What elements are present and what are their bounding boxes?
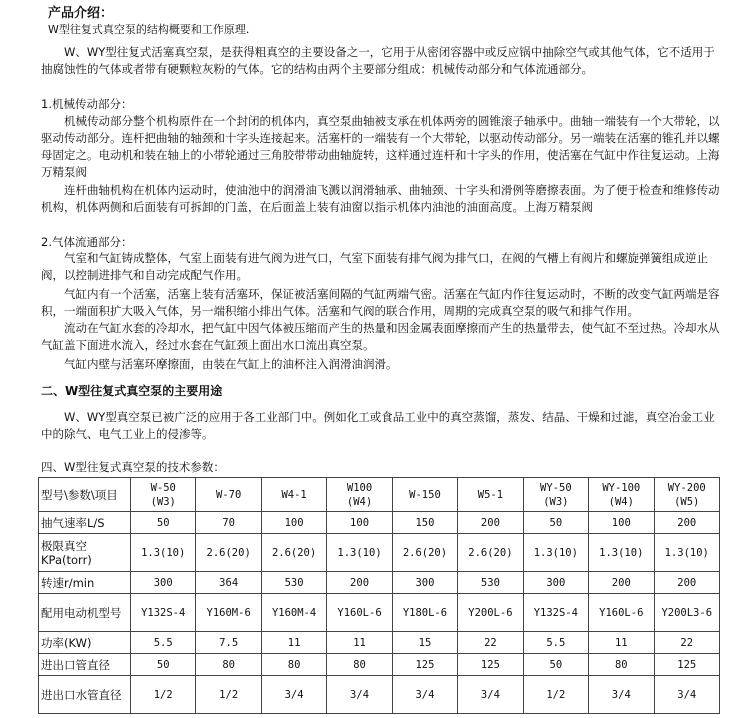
spec-model-header bbox=[392, 478, 457, 512]
spec-row-label: 进出口水管直径 bbox=[39, 676, 131, 714]
spec-heading: 四、W型往复式真空泵的技术参数： bbox=[41, 460, 225, 474]
page-title: 产品介绍： bbox=[48, 6, 114, 21]
spec-table bbox=[38, 477, 720, 714]
spec-cell: 3/4 bbox=[392, 676, 457, 714]
spec-cell: 200 bbox=[654, 572, 720, 594]
spec-cell: 364 bbox=[196, 572, 261, 594]
spec-cell: 530 bbox=[261, 572, 326, 594]
spec-cell: 1.3(10) bbox=[327, 534, 392, 572]
spec-cell: Y200L3-6 bbox=[654, 594, 720, 632]
spec-cell: 2.6(20) bbox=[458, 534, 523, 572]
spec-cell: 1.3(10) bbox=[654, 534, 720, 572]
spec-model-name: W-150 bbox=[409, 488, 441, 501]
spec-cell: 5.5 bbox=[131, 632, 196, 654]
spec-cell: 1/2 bbox=[523, 676, 588, 714]
gas-paragraph-1: 气室和气缸铸成整体，气室上面装有进气阀为进气口，气室下面装有排气阀为排气口，在阀的气槽上有阀片和螺旋弹簧组成逆止阀，以控制进排气和自动完成配气作用。 bbox=[41, 251, 708, 282]
spec-cell: 200 bbox=[654, 512, 720, 534]
spec-cell: 1.3(10) bbox=[523, 534, 588, 572]
spec-cell: 11 bbox=[327, 632, 392, 654]
spec-cell: 22 bbox=[654, 632, 720, 654]
spec-row-label: 配用电动机型号 bbox=[39, 594, 131, 632]
spec-cell: Y160M-4 bbox=[261, 594, 326, 632]
spec-row bbox=[39, 594, 720, 632]
spec-cell: 3/4 bbox=[327, 676, 392, 714]
spec-cell: Y160L-6 bbox=[327, 594, 392, 632]
spec-model-header bbox=[654, 478, 720, 512]
spec-model-alias: (W3) bbox=[543, 495, 569, 508]
spec-model-header bbox=[261, 478, 326, 512]
gas-paragraph-3: 流动在气缸水套的冷却水，把气缸中因气体被压缩而产生的热量和因金属表面摩擦而产生的热量带去，使气缸不至过热。冷却水从气缸盖下面进水流入，经过水套在气缸颈上面出水口流出真空泵。 bbox=[41, 321, 720, 352]
spec-model-name: W4-1 bbox=[281, 488, 307, 501]
spec-model-name: WY-100 bbox=[602, 481, 641, 494]
spec-cell: Y160L-6 bbox=[589, 594, 654, 632]
spec-cell: 300 bbox=[392, 572, 457, 594]
spec-row bbox=[39, 676, 720, 714]
usage-heading: 二、W型往复式真空泵的主要用途 bbox=[41, 384, 223, 398]
spec-cell: 50 bbox=[131, 654, 196, 676]
spec-cell: 300 bbox=[131, 572, 196, 594]
spec-cell: 50 bbox=[523, 512, 588, 534]
spec-cell: 80 bbox=[589, 654, 654, 676]
spec-header-label: 型号\参数\项目 bbox=[39, 478, 131, 512]
spec-row bbox=[39, 632, 720, 654]
spec-row-label: 转速r/min bbox=[39, 572, 131, 594]
spec-model-header bbox=[523, 478, 588, 512]
spec-row-label: 进出口管直径 bbox=[39, 654, 131, 676]
spec-cell: 100 bbox=[589, 512, 654, 534]
gas-paragraph-2: 气缸内有一个活塞，活塞上装有活塞环，保证被活塞间隔的气缸两端气密。活塞在气缸内作往复运动时，不断的改变气缸两端是容积，一端面积扩大吸入气体，另一端积缩小排出气体。活塞和气阀的联合作用，周期的完成真空泵的吸气和排气作用。 bbox=[41, 287, 720, 318]
spec-model-alias: (W3) bbox=[150, 495, 176, 508]
spec-cell: 150 bbox=[392, 512, 457, 534]
spec-cell: 2.6(20) bbox=[392, 534, 457, 572]
spec-model-header bbox=[131, 478, 196, 512]
spec-cell: 200 bbox=[589, 572, 654, 594]
gas-paragraph-4: 气缸内壁与活塞环摩擦面，由装在气缸上的油杯注入润滑油润滑。 bbox=[64, 357, 398, 371]
spec-cell: 80 bbox=[327, 654, 392, 676]
spec-cell: 3/4 bbox=[261, 676, 326, 714]
spec-cell: 125 bbox=[392, 654, 457, 676]
spec-cell: 11 bbox=[261, 632, 326, 654]
spec-cell: Y132S-4 bbox=[523, 594, 588, 632]
spec-model-name: W100 bbox=[346, 481, 373, 494]
spec-row bbox=[39, 654, 720, 676]
spec-cell: Y200L-6 bbox=[458, 594, 523, 632]
spec-cell: 80 bbox=[196, 654, 261, 676]
spec-cell: 200 bbox=[327, 572, 392, 594]
spec-cell: 70 bbox=[196, 512, 261, 534]
spec-model-header bbox=[458, 478, 523, 512]
spec-cell: 530 bbox=[458, 572, 523, 594]
spec-cell: 1/2 bbox=[196, 676, 261, 714]
spec-row bbox=[39, 534, 720, 572]
spec-model-name: WY-200 bbox=[667, 481, 706, 494]
spec-row bbox=[39, 512, 720, 534]
spec-row bbox=[39, 572, 720, 594]
spec-cell: Y180L-6 bbox=[392, 594, 457, 632]
spec-model-alias: (W5) bbox=[674, 495, 700, 508]
spec-cell: 22 bbox=[458, 632, 523, 654]
spec-model-header bbox=[327, 478, 392, 512]
spec-cell: 2.6(20) bbox=[196, 534, 261, 572]
spec-cell: 125 bbox=[654, 654, 720, 676]
spec-cell: 3/4 bbox=[458, 676, 523, 714]
spec-header-row bbox=[39, 478, 720, 512]
spec-cell: 1.3(10) bbox=[131, 534, 196, 572]
usage-paragraph: W、WY型真空泵已被广泛的应用于各工业部门中。例如化工或食品工业中的真空蒸馏，蒸发、结晶、干燥和过滤，真空冶金工业中的除气、电气工业上的侵渗等。 bbox=[41, 410, 715, 441]
spec-model-name: W5-1 bbox=[477, 488, 504, 501]
spec-cell: 50 bbox=[523, 654, 588, 676]
mechanical-paragraph-2: 连杆曲轴机构在机体内运动时，使油池中的润滑油飞溅以润滑轴承、曲轴颈、十字头和滑例等磨擦表面。为了便于检查和维修传动机构，机体两侧和后面装有可拆卸的门盖，在后面盖上装有油窗以指示机体内油池的油面高度。上海万精泵阀 bbox=[41, 183, 720, 214]
section-mechanical-heading: 1.机械传动部分： bbox=[41, 97, 133, 111]
page-subtitle: W型往复式真空泵的结构概要和工作原理. bbox=[48, 23, 250, 36]
spec-model-alias: (W4) bbox=[608, 495, 634, 508]
spec-cell: 1/2 bbox=[131, 676, 196, 714]
spec-cell: 2.6(20) bbox=[261, 534, 326, 572]
spec-cell: 100 bbox=[327, 512, 392, 534]
section-gas-heading: 2.气体流通部分： bbox=[41, 235, 133, 249]
spec-row-label: 功率(KW) bbox=[39, 632, 131, 654]
spec-cell: 125 bbox=[458, 654, 523, 676]
spec-row-label: 极限真空KPa(torr) bbox=[39, 534, 131, 572]
spec-model-name: W-50 bbox=[150, 481, 176, 494]
spec-row-label: 抽气速率L/S bbox=[39, 512, 131, 534]
spec-model-header bbox=[196, 478, 261, 512]
intro-paragraph: W、WY型往复式活塞真空泵，是获得粗真空的主要设备之一，它用于从密闭容器中或反应锅中抽除空气或其他气体，它不适用于抽腐蚀性的气体或者带有硬颗粒灰粉的气体。它的结构由两个主要部分组成：机械传动部分和气体流通部分。 bbox=[41, 45, 715, 76]
spec-cell: 100 bbox=[261, 512, 326, 534]
spec-cell: 3/4 bbox=[589, 676, 654, 714]
spec-cell: 1.3(10) bbox=[589, 534, 654, 572]
spec-cell: 80 bbox=[261, 654, 326, 676]
spec-cell: 7.5 bbox=[196, 632, 261, 654]
spec-model-alias: (W4) bbox=[346, 495, 373, 508]
spec-cell: Y132S-4 bbox=[131, 594, 196, 632]
spec-cell: Y160M-6 bbox=[196, 594, 261, 632]
spec-model-header bbox=[589, 478, 654, 512]
spec-model-name: W-70 bbox=[216, 488, 242, 501]
mechanical-paragraph-1: 机械传动部分整个机构原件在一个封闭的机体内，真空泵曲轴被支承在机体两旁的圆锥滚子轴承中。曲轴一端装有一个大带轮，以驱动传动部分。连杆把曲轴的轴颈和十字头连接起来。活塞杆的一端装有一个大带轮，以驱动传动部分。另一端装在活塞的锥孔并以螺母固定之。电动机和装在轴上的小带轮通过三角胶带带动曲轴旋转，这样通过连杆和十字头的作用，使活塞在气缸中作往复运动。上海万精泵阀 bbox=[41, 114, 720, 179]
spec-cell: 3/4 bbox=[654, 676, 720, 714]
spec-model-name: WY-50 bbox=[540, 481, 572, 494]
spec-cell: 50 bbox=[131, 512, 196, 534]
spec-cell: 200 bbox=[458, 512, 523, 534]
spec-cell: 15 bbox=[392, 632, 457, 654]
spec-cell: 11 bbox=[589, 632, 654, 654]
spec-cell: 300 bbox=[523, 572, 588, 594]
spec-cell: 5.5 bbox=[523, 632, 588, 654]
